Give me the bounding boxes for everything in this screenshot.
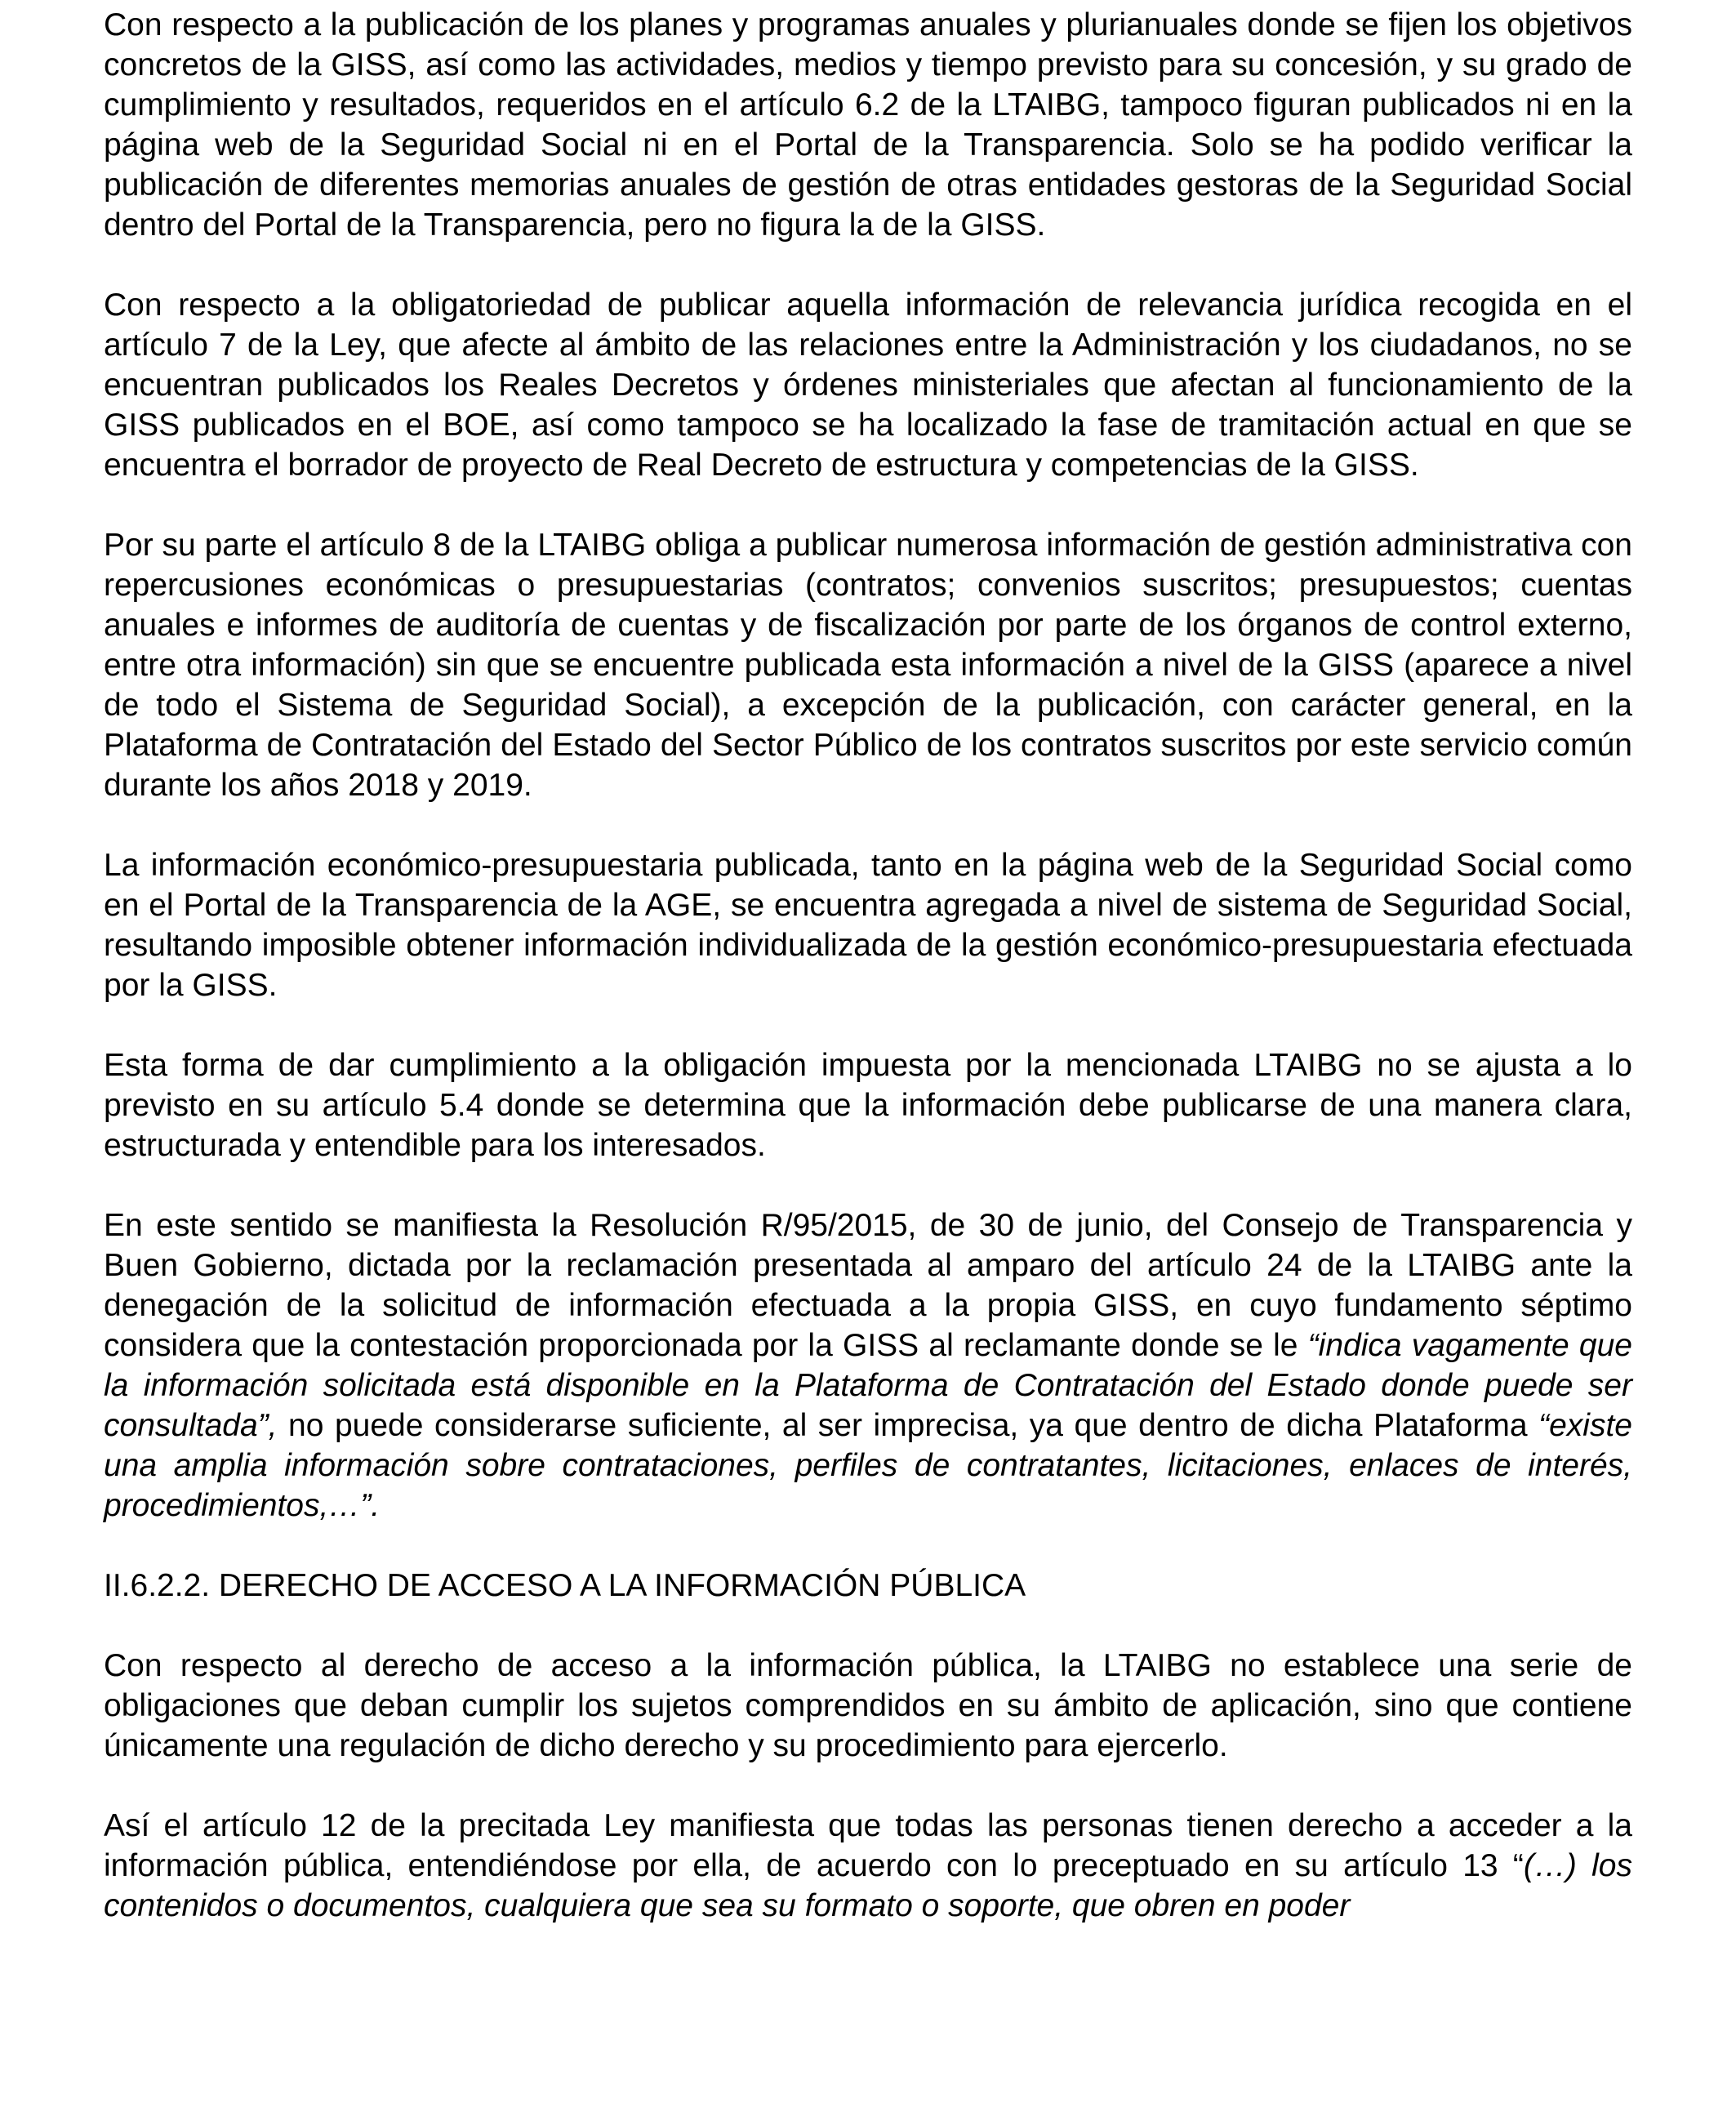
paragraph-derecho-acceso: Con respecto al derecho de acceso a la información pública, la LTAIBG no establece una serie de obligaciones que deban cumplir los sujetos comprendidos en su ámbito de aplicación, sino que contiene únicamente una regulación de dicho derecho y su procedimiento para ejercerlo. (104, 1648, 1632, 1763)
paragraph-informacion-economica: La información económico-presupuestaria publicada, tanto en la página web de la Seguridad Social como en el Portal de la Transparencia de la AGE, se encuentra agregada a nivel de sistema de Seguridad Social, resultando imposible obtener información individualizada de la gestión económico-presupuestaria efectuada por la GISS. (104, 848, 1632, 1003)
paragraph-relevancia-juridica: Con respecto a la obligatoriedad de publicar aquella información de relevancia jurídica recogida en el artículo 7 de la Ley, que afecte al ámbito de las relaciones entre la Administración y los ciudadanos, no se encuentran publicados los Reales Decretos y órdenes ministeriales que afectan al funcionamiento de la GISS publicados en el BOE, así como tampoco se ha localizado la fase de tramitación actual en que se encuentra el borrador de proyecto de Real Decreto de estructura y competencias de la GISS. (104, 287, 1632, 483)
paragraph-planes-programas: Con respecto a la publicación de los planes y programas anuales y plurianuales donde se fijen los objetivos concretos de la GISS, así como las actividades, medios y tiempo previsto para su concesión, y su grado de cumplimiento y resultados, requeridos en el artículo 6.2 de la LTAIBG, tampoco figuran publicados ni en la página web de la Seguridad Social ni en el Portal de la Transparencia. Solo se ha podido verificar la publicación de diferentes memorias anuales de gestión de otras entidades gestoras de la Seguridad Social dentro del Portal de la Transparencia, pero no figura la de la GISS. (104, 7, 1632, 243)
resolucion-text-1: En este sentido se manifiesta la Resolución R/95/2015, de 30 de junio, del Consejo de Transparencia y Buen Gobierno, dictada por la reclamación presentada al amparo del artículo 24 de la LTAIBG ante la denegación de la solicitud de información efectuada a la propia GISS, en cuyo fundamento séptimo considera que la contestación proporcionada por la GISS al reclamante donde se le (104, 1208, 1632, 1363)
resolucion-quote-1: “indica vagamente que la información solicitada está disponible en la Plataforma de Contratación del Estado donde puede ser consultada”, (104, 1328, 1632, 1443)
resolucion-text-2: no puede considerarse suficiente, al ser imprecisa, ya que dentro de dicha Plataforma (277, 1408, 1539, 1443)
paragraph-articulo-8: Por su parte el artículo 8 de la LTAIBG obliga a publicar numerosa información de gestión administrativa con repercusiones económicas o presupuestarias (contratos; convenios suscritos; presupuestos; cuentas anuales e informes de auditoría de cuentas y de fiscalización por parte de los órganos de control externo, entre otra información) sin que se encuentre publicada esta información a nivel de la GISS (aparece a nivel de todo el Sistema de Seguridad Social), a excepción de la publicación, con carácter general, en la Plataforma de Contratación del Estado del Sector Público de los contratos suscritos por este servicio común durante los años 2018 y 2019. (104, 528, 1632, 803)
articulo-13-quote: (…) los contenidos o documentos, cualquiera que sea su formato o soporte, que obren en poder (104, 1848, 1632, 1923)
paragraph-articulo-12 (104, 1806, 1632, 1926)
resolucion-quote-2: “existe una amplia información sobre contrataciones, perfiles de contratantes, licitaciones, enlaces de interés, procedimientos,…”. (104, 1408, 1632, 1523)
articulo-12-text: Así el artículo 12 de la precitada Ley manifiesta que todas las personas tienen derecho a acceder a la información pública, entendiéndose por ella, de acuerdo con lo preceptuado en su artículo 13 “ (104, 1808, 1632, 1883)
section-heading: II.6.2.2. DERECHO DE ACCESO A LA INFORMACIÓN PÚBLICA (104, 1568, 1026, 1603)
paragraph-resolucion-r95-2015 (104, 1205, 1632, 1526)
paragraph-articulo-5-4: Esta forma de dar cumplimiento a la obligación impuesta por la mencionada LTAIBG no se ajusta a lo previsto en su artículo 5.4 donde se determina que la información debe publicarse de una manera clara, estructurada y entendible para los interesados. (104, 1048, 1632, 1163)
document-page (104, 0, 1632, 1966)
